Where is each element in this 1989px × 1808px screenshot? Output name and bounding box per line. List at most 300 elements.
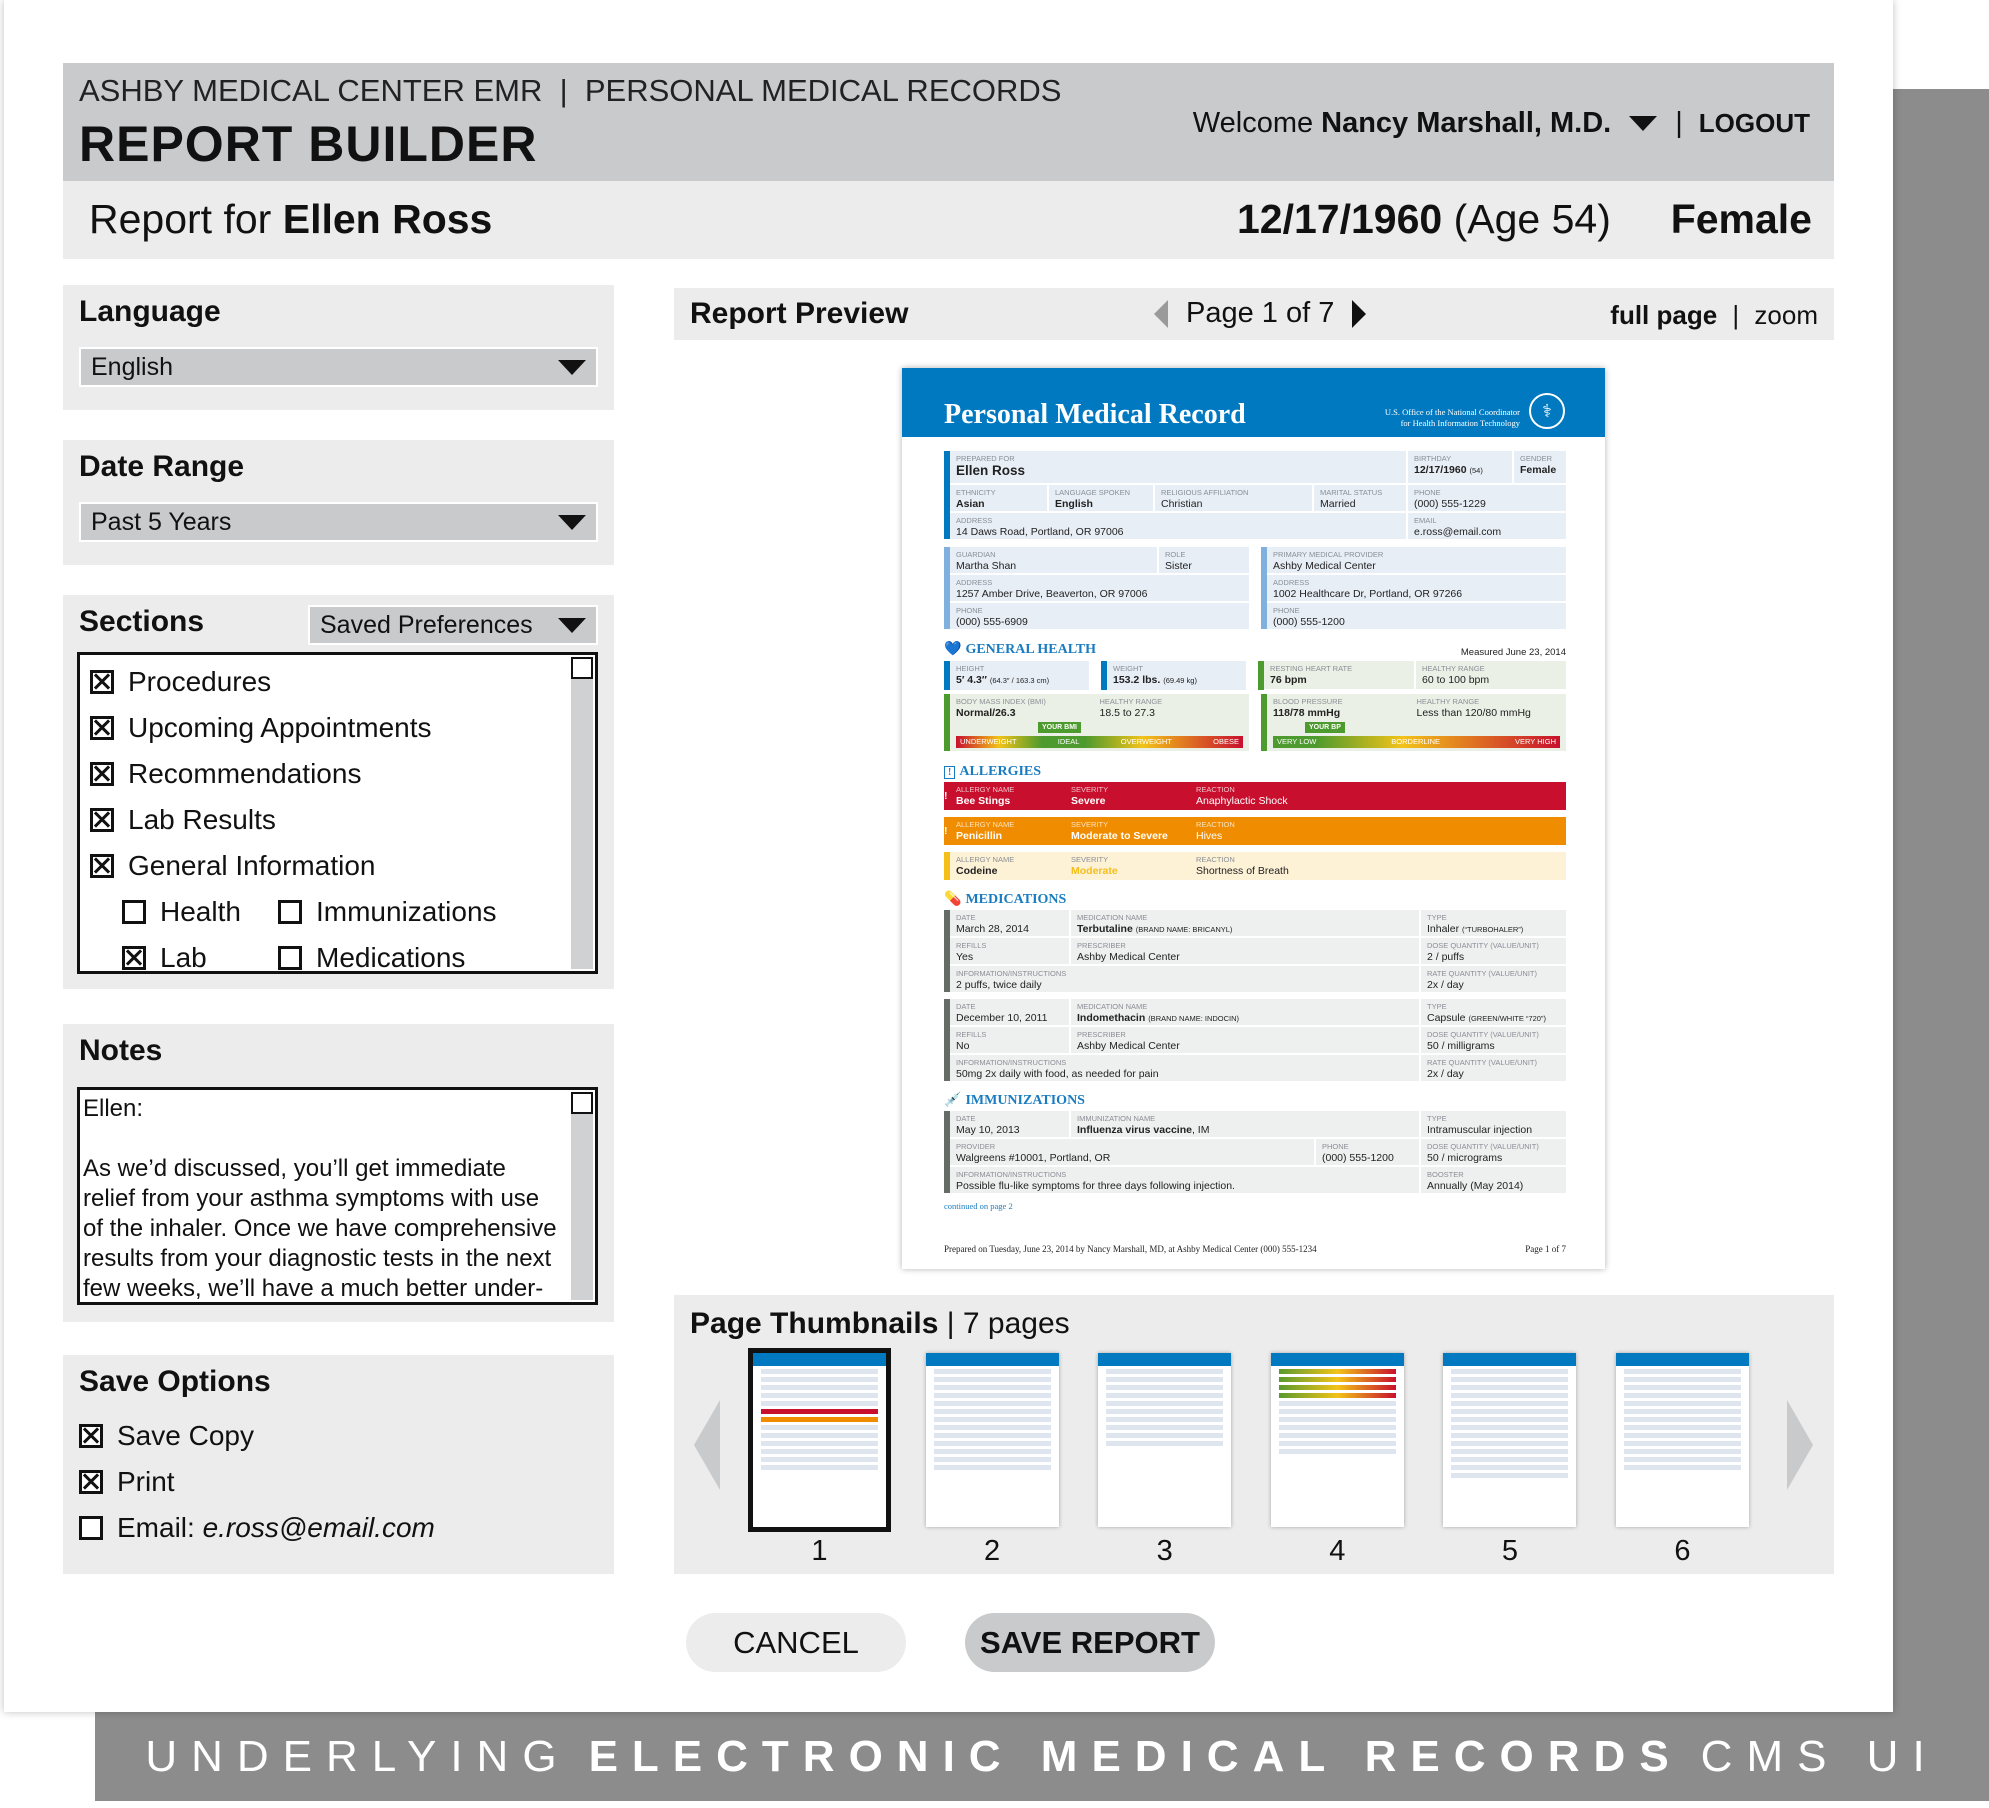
field-label: PRIMARY MEDICAL PROVIDER (1273, 550, 1384, 559)
page-thumbnail[interactable] (1616, 1353, 1749, 1527)
field-label: REACTION (1196, 855, 1235, 864)
allergy-name: Bee Stings (956, 795, 1011, 807)
thumbnail-line (934, 1377, 1051, 1382)
field-value: Sister (1165, 560, 1192, 572)
field-value: (000) 555-1200 (1322, 1152, 1394, 1164)
field-value: No (956, 1040, 970, 1052)
thumbnails-prev-icon[interactable] (694, 1400, 720, 1490)
field-value: , IM (1191, 1124, 1210, 1136)
thumbnail-line (761, 1401, 878, 1406)
field-label: HEALTHY RANGE (1422, 664, 1485, 673)
app-header (63, 63, 1834, 181)
field-label: SEVERITY (1071, 855, 1109, 864)
section-general-information[interactable] (90, 843, 585, 889)
thumbnail-line (1279, 1425, 1396, 1430)
scale-label: VERY LOW (1277, 737, 1317, 746)
field-value: Possible flu-like symptoms for three days following injection. (956, 1180, 1235, 1192)
thumbnail-header (753, 1353, 886, 1366)
thumbnail-line (1451, 1417, 1568, 1422)
field-label: EMAIL (1414, 516, 1437, 525)
section-lab-results[interactable] (90, 797, 585, 843)
thumbnail-line (934, 1465, 1051, 1470)
checkbox-unchecked[interactable] (79, 1516, 103, 1540)
thumbnail-line (1106, 1409, 1223, 1414)
field-value: Martha Shan (956, 560, 1017, 572)
scrollbar[interactable] (571, 657, 593, 969)
field-label: INFORMATION/INSTRUCTIONS (956, 969, 1067, 978)
field-label: REACTION (1196, 820, 1235, 829)
thumbnail-line (1451, 1409, 1568, 1414)
checkbox-label: Email: (117, 1512, 195, 1543)
thumbnail-line (1624, 1441, 1741, 1446)
scale-label: VERY HIGH (1515, 737, 1556, 746)
thumbnail-line (1451, 1401, 1568, 1406)
language-value: English (91, 352, 173, 381)
thumbnail-line (934, 1385, 1051, 1390)
scale-label: OBESE (1213, 737, 1239, 746)
field-value: Capsule (1427, 1012, 1466, 1024)
field-value: Married (1320, 498, 1356, 510)
thumbnail-line (1624, 1369, 1741, 1374)
thumbnail-line (1624, 1401, 1741, 1406)
thumbnail-line (1279, 1401, 1396, 1406)
field-label: ADDRESS (956, 516, 993, 525)
thumbnails-title: Page Thumbnails (690, 1307, 939, 1340)
heart-rate-value: 76 bpm (1270, 674, 1307, 686)
notes-body: As we’d discussed, you’ll get immediate relief from your asthma symptoms with use of the inhaler. Once we have comprehensive results from your diagnostic tests in the next few weeks, we’ll have a much better under- (83, 1155, 557, 1302)
general-health-heading (944, 641, 1566, 658)
allergy-reaction: Hives (1196, 830, 1223, 842)
chevron-down-icon (558, 618, 586, 633)
field-value: March 28, 2014 (956, 923, 1029, 935)
field-label: HEIGHT (956, 664, 985, 673)
height-value: 5′ 4.3″ (956, 674, 987, 686)
field-label: HEALTHY RANGE (1416, 697, 1480, 706)
continued-link[interactable]: continued on page 2 (944, 1201, 1013, 1211)
thumbnails-next-icon[interactable] (1787, 1400, 1813, 1490)
allergy-row (944, 817, 1566, 845)
prev-page-icon[interactable] (1154, 300, 1168, 328)
checkbox-label: Procedures (128, 666, 272, 697)
medication-entry (944, 999, 1566, 1081)
checkbox-checked[interactable] (90, 762, 114, 786)
height-alt: (64.3″ / 163.3 cm) (989, 676, 1050, 685)
org-line: for Health Information Technology (1400, 418, 1520, 428)
medication-name: Terbutaline (1077, 923, 1133, 935)
notes-textarea[interactable] (77, 1087, 598, 1305)
checkbox-checked[interactable] (122, 946, 146, 970)
language-select[interactable] (79, 347, 598, 387)
thumbnail-line (1451, 1441, 1568, 1446)
allergy-name: Penicillin (956, 830, 1003, 842)
scale-label: IDEAL (1057, 737, 1080, 746)
thumbnail-line (1624, 1393, 1741, 1398)
thumbnail-line (761, 1457, 878, 1462)
thumbnail-line (1624, 1433, 1741, 1438)
chevron-down-icon[interactable] (1629, 116, 1657, 131)
thumbnail-page-number: 5 (1501, 1535, 1518, 1567)
pill-icon: 💊 (944, 892, 962, 907)
field-label: DATE (956, 1002, 976, 1011)
field-label: PROVIDER (956, 1142, 996, 1151)
allergy-row (944, 852, 1566, 880)
section-title: MEDICATIONS (965, 891, 1067, 907)
thumbnail-line (934, 1393, 1051, 1398)
patient-bar (63, 181, 1834, 259)
cancel-button[interactable]: CANCEL (686, 1613, 906, 1672)
field-label: ROLE (1165, 550, 1186, 559)
syringe-icon: 💉 (944, 1093, 962, 1108)
field-value: Ashby Medical Center (1077, 1040, 1180, 1052)
allergy-reaction: Anaphylactic Shock (1196, 795, 1288, 807)
thumbnail-line (1279, 1433, 1396, 1438)
field-value: Inhaler (1427, 923, 1460, 935)
thumbnail-header (1271, 1353, 1404, 1366)
field-value: (000) 555-1200 (1273, 616, 1345, 628)
field-label: PRESCRIBER (1077, 941, 1126, 950)
thumbnail-line (1279, 1369, 1396, 1374)
thumbnail-page-number: 3 (1156, 1535, 1173, 1567)
allergy-severity: Moderate to Severe (1071, 830, 1168, 842)
date-range-select[interactable] (79, 502, 598, 542)
thumbnail-page-number: 1 (811, 1535, 828, 1567)
print-option[interactable] (79, 1459, 435, 1505)
field-value: English (1055, 498, 1093, 510)
thumbnail-line (761, 1441, 878, 1446)
thumbnail-line (1624, 1417, 1741, 1422)
field-label: SEVERITY (1071, 785, 1109, 794)
date-range-value: Past 5 Years (91, 507, 232, 536)
field-label: MEDICATION NAME (1077, 1002, 1148, 1011)
medication-name: Indomethacin (1077, 1012, 1146, 1024)
field-label: SEVERITY (1071, 820, 1109, 829)
thumbnail-line (934, 1441, 1051, 1446)
checkbox-unchecked[interactable] (122, 900, 146, 924)
field-label: MARITAL STATUS (1320, 488, 1383, 497)
thumbnail-line (761, 1369, 878, 1374)
section-title: GENERAL HEALTH (965, 641, 1097, 657)
save-copy-option[interactable] (79, 1413, 435, 1459)
field-value: 50mg 2x daily with food, as needed for pain (956, 1068, 1159, 1080)
email-option[interactable] (79, 1505, 435, 1551)
field-label: DATE (956, 913, 976, 922)
checkbox-label: Recommendations (128, 758, 362, 789)
checkbox-label: Health (160, 896, 241, 927)
field-label: INFORMATION/INSTRUCTIONS (956, 1058, 1067, 1067)
field-label: PRESCRIBER (1077, 1030, 1126, 1039)
report-page-preview (902, 368, 1605, 1269)
field-label: TYPE (1427, 913, 1447, 922)
report-for (89, 196, 492, 243)
email-address: e.ross@email.com (202, 1512, 435, 1543)
bmi-value: Normal/26.3 (956, 707, 1016, 719)
field-label: RATE QUANTITY (VALUE/UNIT) (1427, 969, 1538, 978)
field-label: PREPARED FOR (956, 454, 1015, 463)
checkbox-checked[interactable] (90, 854, 114, 878)
user-name[interactable]: Nancy Marshall, M.D. (1321, 107, 1612, 139)
allergy-reaction: Shortness of Breath (1196, 865, 1289, 877)
thumbnail-line (1624, 1409, 1741, 1414)
thumbnail-line (1279, 1377, 1396, 1382)
separator: | (1732, 300, 1740, 330)
thumbnail-line (1106, 1377, 1223, 1382)
field-value: 14 Daws Road, Portland, OR 97006 (956, 526, 1124, 538)
zoom-link[interactable]: zoom (1754, 300, 1818, 330)
thumbnail-line (934, 1433, 1051, 1438)
save-report-button[interactable]: SAVE REPORT (965, 1613, 1215, 1672)
scrollbar[interactable] (571, 1092, 593, 1300)
separator: | (946, 1307, 955, 1340)
field-value: Annually (May 2014) (1427, 1180, 1524, 1192)
field-value: 50 / micrograms (1427, 1152, 1503, 1164)
full-page-link[interactable]: full page (1610, 300, 1718, 330)
checkbox-checked[interactable] (90, 716, 114, 740)
field-label: ADDRESS (1273, 578, 1310, 587)
next-page-icon[interactable] (1352, 300, 1366, 328)
thumbnail-line (761, 1409, 878, 1414)
alert-icon: ! (944, 766, 955, 779)
thumbnail-line (761, 1377, 878, 1382)
prepared-by: Prepared on Tuesday, June 23, 2014 by Nancy Marshall, MD, at Ashby Medical Center (000) 555-1234 (944, 1244, 1317, 1254)
weight-value: 153.2 lbs. (1113, 674, 1161, 686)
field-label: RATE QUANTITY (VALUE/UNIT) (1427, 1058, 1538, 1067)
thumbnail-line (761, 1465, 878, 1470)
report-for-label: Report for (89, 196, 272, 242)
document-page-number: Page 1 of 7 (1525, 1244, 1566, 1254)
view-mode (1610, 300, 1818, 331)
checkbox-unchecked[interactable] (278, 946, 302, 970)
thumbnail-line (1106, 1425, 1223, 1430)
bp-scale-bar (1273, 736, 1560, 748)
bmi-scale-bar (956, 736, 1243, 748)
page-thumbnail[interactable] (753, 1353, 886, 1527)
patient-info-block (944, 451, 1566, 539)
document-footer (944, 1244, 1566, 1254)
checkbox-label: Print (117, 1466, 175, 1497)
section-medications[interactable] (278, 935, 465, 981)
field-value: Asian (956, 498, 985, 510)
scale-label: UNDERWEIGHT (960, 737, 1017, 746)
thumbnail-line (1624, 1457, 1741, 1462)
medications-list (944, 910, 1566, 1081)
immunizations-heading (944, 1092, 1566, 1109)
thumbnail-line (1451, 1369, 1568, 1374)
field-label: RELIGIOUS AFFILIATION (1161, 488, 1249, 497)
field-label: PHONE (1414, 488, 1441, 497)
thumbnails-heading (690, 1307, 1070, 1341)
page-thumbnail[interactable] (1098, 1353, 1231, 1527)
field-label: ALLERGY NAME (956, 855, 1015, 864)
field-value: Ashby Medical Center (1273, 560, 1376, 572)
field-value: Yes (956, 951, 974, 963)
page-thumbnail[interactable] (1271, 1353, 1404, 1527)
field-value: 2 / puffs (1427, 951, 1465, 963)
field-value: 2x / day (1427, 979, 1464, 991)
caption-banner (95, 1712, 1989, 1801)
thumbnail-line (1451, 1457, 1568, 1462)
field-label: BLOOD PRESSURE (1273, 697, 1343, 706)
vitals-row (944, 661, 1566, 690)
field-label: GUARDIAN (956, 550, 996, 559)
field-value: (54) (1469, 466, 1483, 475)
allergies-heading (944, 764, 1566, 780)
thumbnail-line (1106, 1401, 1223, 1406)
field-label: INFORMATION/INSTRUCTIONS (956, 1170, 1067, 1179)
dob-value: 12/17/1960 (1237, 196, 1443, 242)
field-label: GENDER (1520, 454, 1553, 463)
field-value: 2 puffs, twice daily (956, 979, 1042, 991)
field-value: 1002 Healthcare Dr, Portland, OR 97266 (1273, 588, 1463, 600)
allergy-severity: Moderate (1071, 865, 1118, 877)
saved-preferences-select[interactable] (308, 605, 598, 645)
field-label: REFILLS (956, 941, 987, 950)
field-label: PHONE (1322, 1142, 1349, 1151)
field-value: (000) 555-6909 (956, 616, 1028, 628)
page-thumbnail[interactable] (1443, 1353, 1576, 1527)
field-label: TYPE (1427, 1114, 1447, 1123)
field-label: ADDRESS (956, 578, 993, 587)
field-value: e.ross@email.com (1414, 526, 1502, 538)
thumbnail-line (761, 1425, 878, 1430)
section-immunizations[interactable] (278, 889, 497, 935)
thumbnail-line (1279, 1417, 1396, 1422)
patient-name: Ellen Ross (282, 196, 493, 242)
thumbnail-line (1451, 1393, 1568, 1398)
field-value: December 10, 2011 (956, 1012, 1048, 1024)
section-lab[interactable] (122, 935, 278, 981)
field-value: (“TURBOHALER”) (1462, 925, 1524, 934)
thumbnail-line (934, 1417, 1051, 1422)
field-value: 12/17/1960 (1414, 464, 1467, 476)
allergy-severity: Severe (1071, 795, 1106, 807)
org-name (1385, 407, 1520, 429)
section-upcoming-appointments[interactable] (90, 705, 585, 751)
checkbox-checked[interactable] (90, 670, 114, 694)
field-value: (GREEN/WHITE “720”) (1468, 1014, 1546, 1023)
heart-rate-range: 60 to 100 bpm (1422, 674, 1490, 686)
sections-panel (63, 595, 614, 989)
field-label: RESTING HEART RATE (1270, 664, 1353, 673)
scale-label: OVERWEIGHT (1120, 737, 1172, 746)
hhs-seal-icon: ⚕ (1529, 393, 1565, 429)
field-value: 2x / day (1427, 1068, 1464, 1080)
bp-value: 118/78 mmHg (1273, 707, 1341, 719)
section-health[interactable] (122, 889, 278, 935)
checkbox-checked[interactable] (79, 1470, 103, 1494)
thumbnail-line (1279, 1449, 1396, 1454)
field-value: May 10, 2013 (956, 1124, 1020, 1136)
field-label: WEIGHT (1113, 664, 1143, 673)
field-label: ALLERGY NAME (956, 820, 1015, 829)
bmi-bp-row (944, 694, 1566, 751)
patient-gender: Female (1670, 196, 1812, 242)
checkbox-label: Immunizations (316, 896, 497, 927)
brand-name: (BRAND NAME: INDOCIN) (1148, 1014, 1240, 1023)
report-preview-header (674, 288, 1834, 340)
thumbnail-line (1106, 1385, 1223, 1390)
heart-icon: 💙 (944, 642, 962, 657)
thumbnail-line (1451, 1377, 1568, 1382)
thumbnail-line (1106, 1393, 1223, 1398)
thumbnail-page-number: 4 (1329, 1535, 1346, 1567)
thumbnail-line (1451, 1449, 1568, 1454)
preset-value: Saved Preferences (320, 610, 533, 639)
thumbnail-line (761, 1449, 878, 1454)
checkbox-checked[interactable] (90, 808, 114, 832)
field-label: PHONE (956, 606, 983, 615)
thumbnail-line (1279, 1441, 1396, 1446)
thumbnail-line (1624, 1425, 1741, 1430)
report-preview-heading: Report Preview (690, 297, 909, 330)
thumbnail-line (1106, 1417, 1223, 1422)
your-bp-marker: YOUR BP (1305, 722, 1345, 733)
checkbox-checked[interactable] (79, 1424, 103, 1448)
save-options-heading: Save Options (79, 1365, 271, 1398)
field-label: REACTION (1196, 785, 1235, 794)
field-label: BOOSTER (1427, 1170, 1464, 1179)
section-title: IMMUNIZATIONS (965, 1092, 1085, 1108)
thumbnail-page-number: 2 (984, 1535, 1001, 1567)
section-title: ALLERGIES (959, 764, 1042, 779)
page-thumbnail[interactable] (926, 1353, 1059, 1527)
immunization-name: Influenza virus vaccine (1077, 1124, 1192, 1136)
thumbnail-line (761, 1393, 878, 1398)
thumbnail-line (1624, 1377, 1741, 1382)
scroll-thumb[interactable] (571, 1092, 593, 1114)
thumbnail-line (934, 1457, 1051, 1462)
thumbnail-line (1451, 1385, 1568, 1390)
field-label: BIRTHDAY (1414, 454, 1452, 463)
allergy-row (944, 782, 1566, 810)
field-label: REFILLS (956, 1030, 987, 1039)
checkbox-unchecked[interactable] (278, 900, 302, 924)
banner-text: CMS UI (1700, 1731, 1939, 1781)
checkbox-label: Upcoming Appointments (128, 712, 432, 743)
banner-text-bold: ELECTRONIC MEDICAL RECORDS (588, 1731, 1683, 1781)
immunization-entry (944, 1111, 1566, 1193)
thumbnail-line (761, 1433, 878, 1438)
scale-label: BORDERLINE (1391, 737, 1441, 746)
chevron-down-icon (558, 515, 586, 530)
notes-panel (63, 1024, 614, 1322)
thumbnail-header (926, 1353, 1059, 1366)
thumbnail-line (1451, 1465, 1568, 1470)
checkbox-label: Medications (316, 942, 466, 973)
field-value: 50 / milligrams (1427, 1040, 1495, 1052)
patient-dob (1237, 196, 1611, 243)
scroll-thumb[interactable] (571, 657, 593, 679)
welcome-text: Welcome (1192, 107, 1314, 139)
section-procedures[interactable] (90, 659, 585, 705)
weight-alt: (69.49 kg) (1163, 676, 1197, 685)
field-value: Walgreens #10001, Portland, OR (956, 1152, 1111, 1164)
thumbnail-line (934, 1409, 1051, 1414)
section-recommendations[interactable] (90, 751, 585, 797)
field-value: Ellen Ross (956, 463, 1026, 478)
medications-heading (944, 891, 1566, 908)
sections-list (77, 652, 598, 974)
field-value: 1257 Amber Drive, Beaverton, OR 97006 (956, 588, 1148, 600)
page-indicator: Page 1 of 7 (1186, 297, 1335, 329)
field-label: BODY MASS INDEX (BMI) (956, 697, 1046, 706)
field-label: DOSE QUANTITY (VALUE/UNIT) (1427, 941, 1539, 950)
document-header (902, 368, 1605, 437)
field-label: HEALTHY RANGE (1099, 697, 1163, 706)
field-label: PHONE (1273, 606, 1300, 615)
field-label: LANGUAGE SPOKEN (1055, 488, 1131, 497)
sections-heading: Sections (79, 605, 205, 638)
logout-link[interactable]: LOGOUT (1698, 108, 1810, 138)
